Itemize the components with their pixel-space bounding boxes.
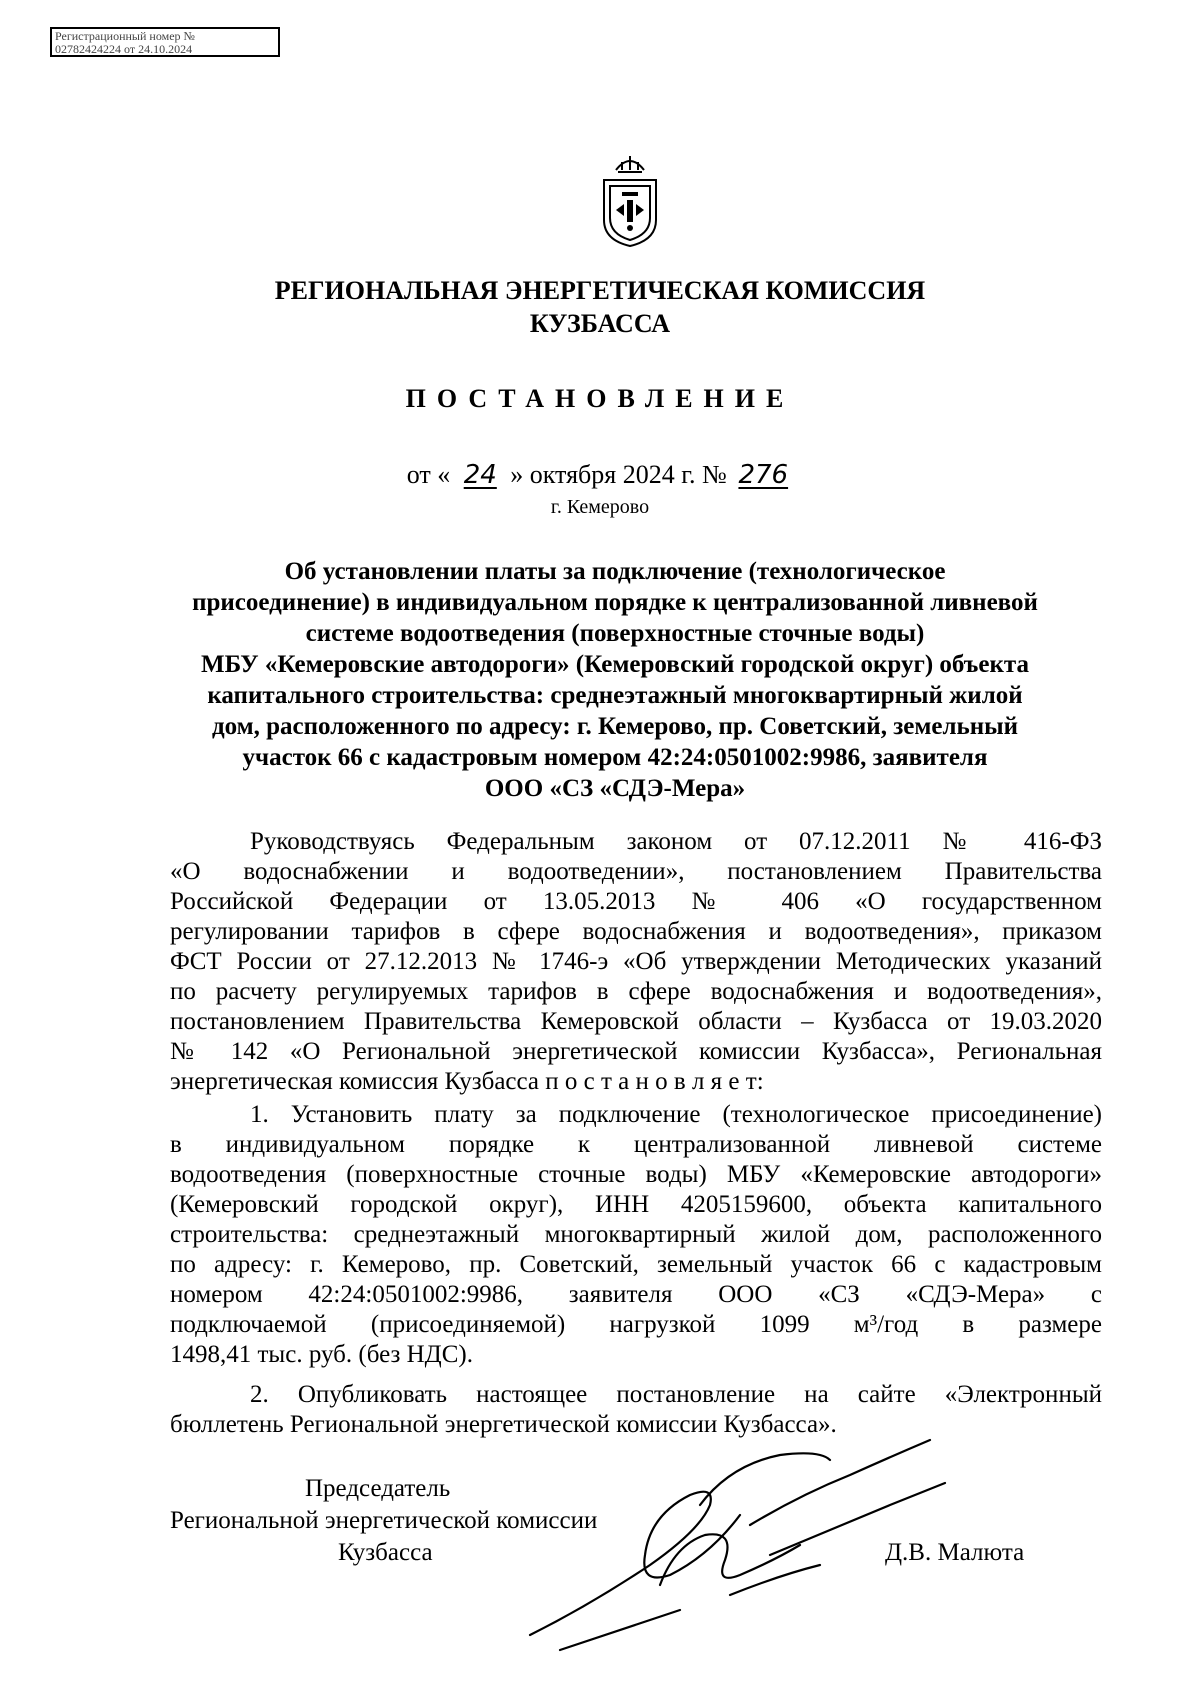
paragraph-line: бюллетень Региональной энергетической комиссии Кузбасса».: [170, 1411, 837, 1438]
paragraph-line: постановлением Правительства Кемеровской области – Кузбасса от 19.03.2020: [170, 1008, 1102, 1035]
subject-line: присоединение) в индивидуальном порядке к централизованной ливневой: [192, 589, 1038, 616]
date-middle: » октября 2024 г. №: [510, 460, 727, 489]
item-2-paragraph: [170, 1380, 1102, 1440]
subject-line: ООО «СЗ «СДЭ-Мера»: [484, 775, 746, 802]
paragraph-line: Российской Федерации от 13.05.2013 № 406 «О государственном: [170, 888, 1102, 915]
paragraph-line: подключаемой (присоединяемой) нагрузкой 1099 м³/год в размере: [170, 1311, 1102, 1338]
document-number: 276: [738, 460, 789, 490]
organization-name-line2: КУЗБАССА: [529, 309, 671, 338]
subject-line: капитального строительства: среднеэтажный многоквартирный жилой: [207, 682, 1023, 709]
registration-label: Регистрационный номер №: [55, 30, 195, 43]
paragraph-line: ФСТ России от 27.12.2013 № 1746-э «Об утверждении Методических указаний: [170, 948, 1102, 975]
paragraph-line: № 142 «О Региональной энергетической комиссии Кузбасса», Региональная: [170, 1038, 1102, 1065]
signatory-title-line2: Региональной энергетической комиссии: [170, 1507, 598, 1534]
document-subject: [150, 556, 1080, 804]
document-type-heading: ПОСТАНОВЛЕНИЕ: [405, 384, 795, 413]
registration-stamp: [50, 27, 280, 57]
kuzbass-coat-of-arms-icon: [596, 150, 664, 250]
date-prefix: от «: [406, 460, 451, 489]
paragraph-line: водоотведения (поверхностные сточные воды) МБУ «Кемеровские автодороги»: [170, 1161, 1102, 1188]
subject-line: участок 66 с кадастровым номером 42:24:0501002:9986, заявителя: [242, 744, 988, 771]
paragraph-line: 2. Опубликовать настоящее постановление на сайте «Электронный: [250, 1381, 1102, 1408]
item-1-paragraph: [170, 1100, 1102, 1370]
subject-line: МБУ «Кемеровские автодороги» (Кемеровский городской округ) объекта: [201, 651, 1029, 678]
paragraph-line: регулировании тарифов в сфере водоснабжения и водоотведения», приказом: [170, 918, 1102, 945]
paragraph-line: строительства: среднеэтажный многоквартирный жилой дом, расположенного: [170, 1221, 1102, 1248]
signatory-title-line3: Кузбасса: [338, 1539, 433, 1566]
subject-line: Об установлении платы за подключение (технологическое: [284, 558, 946, 585]
paragraph-line: по расчету регулируемых тарифов в сфере водоснабжения и водоотведения»,: [170, 978, 1102, 1005]
subject-line: дом, расположенного по адресу: г. Кемерово, пр. Советский, земельный: [211, 713, 1019, 740]
paragraph-line: «О водоснабжении и водоотведении», постановлением Правительства: [170, 858, 1102, 885]
signatory-title-line1: Председатель: [305, 1475, 451, 1502]
paragraph-line: по адресу: г. Кемерово, пр. Советский, земельный участок 66 с кадастровым: [170, 1251, 1102, 1278]
paragraph-line: 1. Установить плату за подключение (технологическое присоединение): [250, 1101, 1102, 1128]
subject-line: системе водоотведения (поверхностные сточные воды): [305, 620, 925, 647]
signatory-name: Д.В. Малюта: [885, 1539, 1025, 1566]
registration-number: 02782424224 от 24.10.2024: [55, 43, 193, 56]
paragraph-line: энергетическая комиссия Кузбасса п о с т а н о в л я е т:: [170, 1068, 764, 1095]
handwritten-signature-icon: [500, 1435, 960, 1665]
paragraph-line: Руководствуясь Федеральным законом от 07.12.2011 № 416-ФЗ: [250, 828, 1102, 855]
paragraph-line: номером 42:24:0501002:9986, заявителя ООО «СЗ «СДЭ-Мера» с: [170, 1281, 1102, 1308]
preamble-paragraph: [170, 827, 1102, 1097]
paragraph-line: (Кемеровский городской округ), ИНН 4205159600, объекта капитального: [170, 1191, 1102, 1218]
city: г. Кемерово: [550, 496, 650, 518]
organization-name-line1: РЕГИОНАЛЬНАЯ ЭНЕРГЕТИЧЕСКАЯ КОМИССИЯ: [274, 276, 926, 305]
date-line: [0, 460, 1200, 490]
paragraph-line: 1498,41 тыс. руб. (без НДС).: [170, 1341, 473, 1368]
date-day: 24: [463, 460, 497, 490]
paragraph-line: в индивидуальном порядке к централизованной ливневой системе: [170, 1131, 1102, 1158]
